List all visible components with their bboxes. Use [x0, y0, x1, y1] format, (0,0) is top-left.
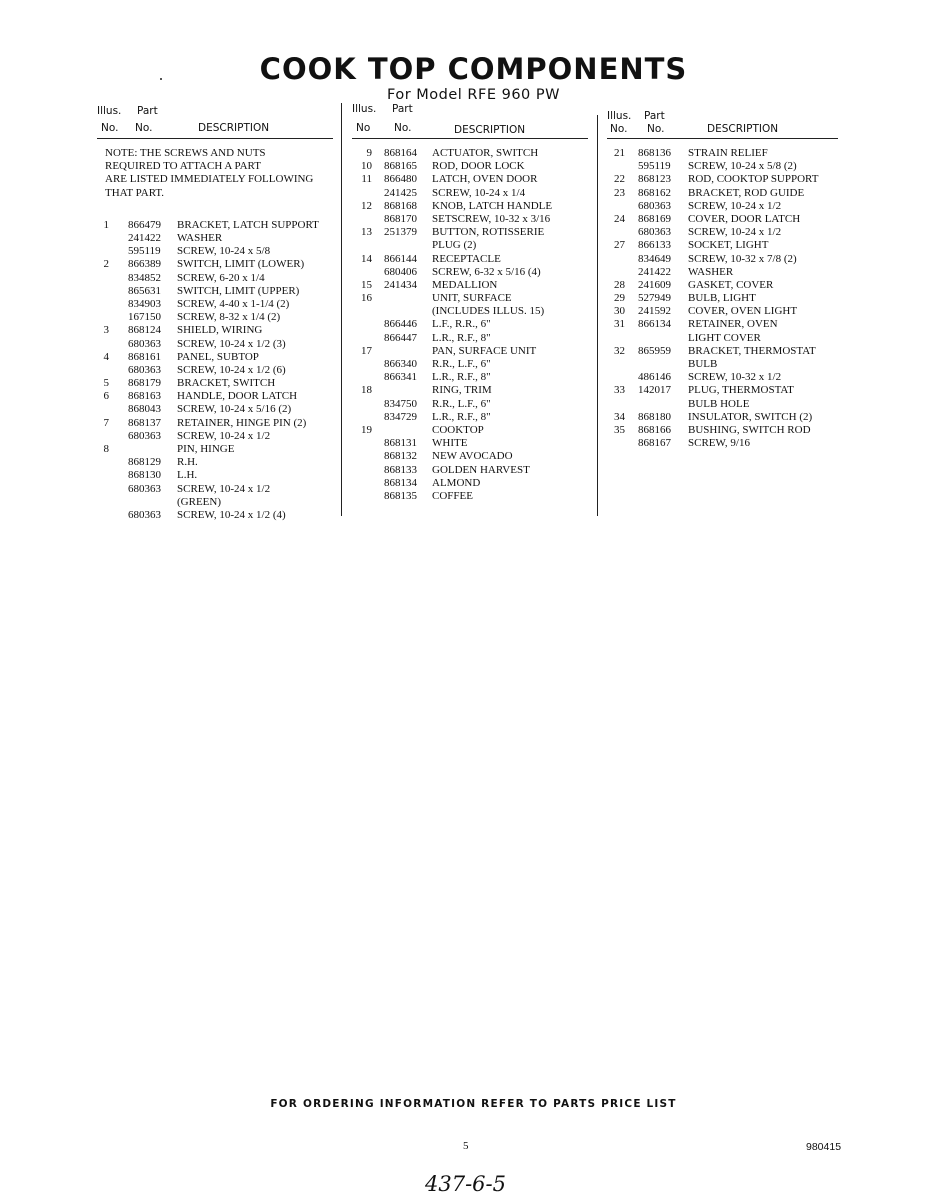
part-row — [97, 298, 333, 311]
part-row — [97, 403, 333, 416]
part-description: NEW AVOCADO — [432, 450, 513, 463]
part-number: 680363 — [128, 482, 161, 495]
handwritten-note: 437-6-5 — [425, 1172, 506, 1196]
part-number: 868169 — [638, 212, 671, 225]
part-description: (INCLUDES ILLUS. 15) — [432, 305, 545, 318]
part-row — [352, 226, 588, 239]
illus-number: 9 — [366, 147, 372, 159]
page-number: 5 — [463, 1140, 469, 1152]
illus-number: 16 — [361, 292, 372, 305]
part-description: RETAINER, HINGE PIN (2) — [177, 416, 307, 429]
part-description: SHIELD, WIRING — [177, 324, 263, 337]
header-illus: Illus. — [607, 110, 632, 122]
part-row — [607, 147, 838, 160]
part-row — [97, 509, 333, 522]
part-description: SCREW, 10-24 x 5/16 (2) — [177, 403, 292, 416]
part-number: 834852 — [128, 271, 161, 284]
part-number: 142017 — [638, 384, 671, 397]
part-row — [97, 443, 333, 456]
part-description: PAN, SURFACE UNIT — [432, 344, 537, 357]
illus-number: 12 — [361, 199, 372, 212]
part-row — [607, 384, 838, 397]
part-row — [352, 345, 588, 358]
part-row — [97, 364, 333, 377]
part-description: ACTUATOR, SWITCH — [432, 147, 539, 159]
ordering-footer: FOR ORDERING INFORMATION REFER TO PARTS PRICE LIST — [270, 1098, 677, 1110]
part-row — [352, 384, 588, 397]
part-row — [352, 239, 588, 252]
part-description: ALMOND — [432, 476, 481, 489]
illus-number: 29 — [614, 292, 625, 305]
part-row — [607, 345, 838, 358]
part-row — [97, 456, 333, 469]
part-description: SWITCH, LIMIT (UPPER) — [177, 284, 300, 297]
part-number: 868135 — [384, 489, 417, 502]
part-description: SWITCH, LIMIT (LOWER) — [177, 258, 305, 271]
part-row — [97, 245, 333, 258]
part-description: COOKTOP — [432, 423, 484, 436]
part-number: 866480 — [384, 173, 417, 186]
part-description: BRACKET, ROD GUIDE — [688, 186, 805, 199]
part-description: R.R., L.F., 6" — [432, 397, 491, 410]
illus-number: 27 — [614, 239, 625, 252]
illus-number: 6 — [103, 390, 109, 403]
column-divider — [341, 103, 342, 516]
part-row — [607, 187, 838, 200]
part-number: 866340 — [384, 358, 417, 370]
header-description: DESCRIPTION — [198, 122, 270, 134]
part-row — [97, 232, 333, 245]
part-description: L.R., R.F., 8" — [432, 371, 491, 384]
part-number: 868179 — [128, 377, 161, 390]
column-header — [97, 102, 333, 139]
part-row — [607, 279, 838, 292]
part-description: SCREW, 10-24 x 1/4 — [432, 186, 526, 199]
part-description: SOCKET, LIGHT — [688, 239, 769, 252]
part-number: 868180 — [638, 410, 671, 423]
part-description: R.R., L.F., 6" — [432, 358, 491, 370]
part-number: 865959 — [638, 344, 671, 357]
part-number: 680363 — [638, 226, 671, 239]
illus-number: 35 — [614, 423, 625, 436]
part-description: BUSHING, SWITCH ROD — [688, 423, 811, 436]
part-description: WASHER — [688, 265, 734, 278]
part-row — [352, 266, 588, 279]
part-row — [352, 305, 588, 318]
illus-number: 30 — [614, 305, 625, 318]
part-description: COFFEE — [432, 489, 473, 502]
part-description: GOLDEN HARVEST — [432, 463, 530, 476]
header-part: Part — [644, 110, 665, 122]
illus-number: 31 — [614, 318, 625, 331]
part-row — [607, 437, 838, 450]
part-description: COVER, OVEN LIGHT — [688, 305, 798, 318]
part-description: BULB — [688, 358, 718, 370]
note-line: THAT PART. — [105, 186, 165, 199]
header-illus-no: No. — [610, 123, 628, 135]
part-row — [352, 437, 588, 450]
illus-number: 15 — [361, 278, 372, 291]
part-description: RING, TRIM — [432, 384, 492, 397]
part-number: 834649 — [638, 252, 671, 265]
illus-number: 8 — [103, 443, 109, 455]
illus-number: 19 — [361, 423, 372, 436]
part-description: (GREEN) — [177, 495, 221, 508]
part-number: 868124 — [128, 324, 161, 337]
illus-number: 28 — [614, 278, 625, 291]
part-row — [607, 424, 838, 437]
part-description: R.H. — [177, 456, 198, 469]
part-description: SCREW, 10-24 x 1/2 (3) — [177, 337, 286, 350]
part-number: 241422 — [638, 265, 671, 278]
note-line: REQUIRED TO ATTACH A PART — [105, 160, 261, 173]
column-divider — [597, 115, 598, 516]
part-row — [607, 332, 838, 345]
part-number: 866389 — [128, 258, 161, 271]
part-description: SCREW, 6-20 x 1/4 — [177, 271, 265, 284]
part-number: 834729 — [384, 410, 417, 423]
part-row — [97, 338, 333, 351]
part-description: L.F., R.R., 6" — [432, 318, 491, 331]
part-description: L.R., R.F., 8" — [432, 410, 491, 423]
part-number: 595119 — [128, 245, 161, 258]
part-description: BRACKET, SWITCH — [177, 377, 276, 390]
part-number: 241434 — [384, 278, 417, 291]
part-description: SCREW, 10-24 x 1/2 — [177, 482, 271, 495]
part-description: MEDALLION — [432, 278, 498, 291]
part-row — [352, 173, 588, 186]
part-description: UNIT, SURFACE — [432, 292, 512, 305]
part-row — [352, 332, 588, 345]
illus-number: 17 — [361, 344, 372, 357]
part-row — [607, 318, 838, 331]
illus-number: 22 — [614, 173, 625, 186]
part-number: 680363 — [128, 337, 161, 350]
part-row — [607, 253, 838, 266]
part-row — [352, 187, 588, 200]
part-number: 527949 — [638, 292, 671, 305]
part-row — [352, 279, 588, 292]
illus-number: 21 — [614, 147, 625, 159]
illus-number: 23 — [614, 186, 625, 199]
part-row — [97, 430, 333, 443]
part-number: 251379 — [384, 226, 417, 239]
part-number: 241609 — [638, 278, 671, 291]
part-row — [97, 258, 333, 271]
illus-number: 3 — [103, 324, 109, 337]
illus-number: 1 — [103, 218, 109, 231]
part-description: SETSCREW, 10-32 x 3/16 — [432, 212, 551, 225]
illus-number: 32 — [614, 344, 625, 357]
part-row — [97, 390, 333, 403]
part-number: 868134 — [384, 476, 417, 489]
part-description: SCREW, 6-32 x 5/16 (4) — [432, 265, 541, 278]
header-illus-no: No. — [101, 122, 119, 134]
part-row — [97, 483, 333, 496]
part-number: 680363 — [128, 363, 161, 376]
part-number: 680363 — [638, 199, 671, 212]
part-number: 868167 — [638, 437, 671, 450]
part-description: SCREW, 10-24 x 1/2 — [688, 199, 782, 212]
part-number: 868132 — [384, 450, 417, 463]
part-description: SCREW, 8-32 x 1/4 (2) — [177, 311, 281, 324]
note-line: NOTE: THE SCREWS AND NUTS — [105, 147, 266, 159]
part-row — [352, 411, 588, 424]
part-description: LIGHT COVER — [688, 331, 761, 344]
part-row — [97, 377, 333, 390]
part-row — [607, 200, 838, 213]
part-number: 868131 — [384, 437, 417, 450]
part-number: 868163 — [128, 390, 161, 403]
part-row — [607, 239, 838, 252]
part-number: 680363 — [128, 429, 161, 442]
note — [97, 147, 333, 200]
part-number: 866144 — [384, 252, 417, 265]
part-number: 868170 — [384, 212, 417, 225]
part-row — [352, 318, 588, 331]
illus-number: 13 — [361, 226, 372, 239]
illus-number: 18 — [361, 384, 372, 397]
part-row — [352, 477, 588, 490]
header-part: Part — [137, 105, 158, 117]
part-description: LATCH, OVEN DOOR — [432, 173, 538, 186]
header-part-no: No. — [647, 123, 665, 135]
part-description: COVER, DOOR LATCH — [688, 212, 801, 225]
header-illus: Illus. — [352, 103, 377, 115]
part-row — [97, 311, 333, 324]
part-description: WASHER — [177, 232, 223, 244]
part-row — [97, 469, 333, 482]
part-row — [352, 160, 588, 173]
part-number: 868168 — [384, 199, 417, 212]
part-description: L.R., R.F., 8" — [432, 331, 491, 344]
part-description: INSULATOR, SWITCH (2) — [688, 410, 813, 423]
part-number: 868130 — [128, 469, 161, 482]
part-row — [97, 285, 333, 298]
illus-number: 24 — [614, 212, 625, 225]
part-row — [352, 490, 588, 503]
part-row — [607, 226, 838, 239]
illus-number: 33 — [614, 384, 625, 397]
parts-column-2 — [352, 102, 588, 503]
header-illus-no: No — [356, 122, 371, 134]
part-number: 486146 — [638, 371, 671, 384]
part-row — [352, 200, 588, 213]
part-row — [352, 292, 588, 305]
part-number: 866133 — [638, 239, 671, 252]
part-row — [352, 147, 588, 160]
part-description: PLUG (2) — [432, 239, 477, 252]
part-description: RECEPTACLE — [432, 252, 501, 265]
part-number: 866134 — [638, 318, 671, 331]
part-number: 868137 — [128, 416, 161, 429]
part-description: BULB HOLE — [688, 397, 750, 410]
part-description: PIN, HINGE — [177, 443, 235, 455]
part-row — [607, 411, 838, 424]
note-line: ARE LISTED IMMEDIATELY FOLLOWING — [105, 173, 314, 186]
page-title: COOK TOP COMPONENTS — [259, 52, 688, 86]
part-row — [352, 253, 588, 266]
illus-number: 11 — [361, 173, 372, 186]
part-description: BULB, LIGHT — [688, 292, 756, 305]
part-row — [607, 371, 838, 384]
part-number: 868164 — [384, 147, 417, 159]
part-number: 868161 — [128, 350, 161, 363]
part-description: STRAIN RELIEF — [688, 147, 768, 159]
part-row — [607, 292, 838, 305]
part-row — [607, 398, 838, 411]
part-number: 241592 — [638, 305, 671, 318]
column-header — [352, 102, 588, 139]
parts-column-3 — [607, 106, 838, 450]
part-description: SCREW, 10-24 x 1/2 (6) — [177, 363, 286, 376]
part-description: RETAINER, OVEN — [688, 318, 778, 331]
illus-number: 2 — [103, 258, 109, 271]
part-row — [607, 266, 838, 279]
part-number: 868123 — [638, 173, 671, 186]
part-number: 834750 — [384, 397, 417, 410]
part-number: 834903 — [128, 297, 161, 310]
part-row — [97, 324, 333, 337]
part-description: PANEL, SUBTOP — [177, 350, 259, 363]
part-row — [607, 213, 838, 226]
document-code: 980415 — [806, 1141, 842, 1153]
part-description: GASKET, COVER — [688, 278, 774, 291]
page-subtitle: For Model RFE 960 PW — [387, 87, 560, 103]
part-row — [352, 213, 588, 226]
header-illus: Illus. — [97, 105, 122, 117]
part-description: BUTTON, ROTISSERIE — [432, 226, 545, 239]
part-row — [97, 219, 333, 232]
illus-number: 14 — [361, 252, 372, 265]
part-number: 868165 — [384, 160, 417, 173]
header-part-no: No. — [135, 122, 153, 134]
part-number: 868166 — [638, 423, 671, 436]
part-number: 868129 — [128, 456, 161, 469]
part-number: 866341 — [384, 371, 417, 384]
illus-number: 10 — [361, 160, 372, 173]
part-row — [352, 464, 588, 477]
column-header — [607, 106, 838, 139]
part-row — [352, 450, 588, 463]
part-number: 241425 — [384, 186, 417, 199]
part-number: 595119 — [638, 160, 671, 173]
header-description: DESCRIPTION — [707, 123, 779, 135]
header-part-no: No. — [394, 122, 412, 134]
part-number: 866479 — [128, 218, 161, 231]
illus-number: 4 — [103, 350, 109, 363]
part-number: 868133 — [384, 463, 417, 476]
part-row — [97, 351, 333, 364]
part-description: SCREW, 10-24 x 1/2 — [177, 429, 271, 442]
part-row — [97, 272, 333, 285]
part-description: HANDLE, DOOR LATCH — [177, 390, 298, 403]
part-description: SCREW, 10-32 x 1/2 — [688, 371, 782, 384]
part-number: 865631 — [128, 284, 161, 297]
part-number: 868162 — [638, 186, 671, 199]
part-number: 680363 — [128, 508, 161, 521]
part-description: WHITE — [432, 437, 468, 450]
part-number: 868043 — [128, 403, 161, 416]
part-description: SCREW, 10-32 x 7/8 (2) — [688, 252, 797, 265]
part-description: ROD, DOOR LOCK — [432, 160, 525, 173]
part-number: 866446 — [384, 318, 417, 331]
part-number: 866447 — [384, 331, 417, 344]
part-number: 680406 — [384, 265, 417, 278]
part-description: SCREW, 4-40 x 1-1/4 (2) — [177, 297, 290, 310]
part-row — [352, 398, 588, 411]
part-row — [607, 305, 838, 318]
header-part: Part — [392, 103, 413, 115]
parts-column-1 — [97, 102, 333, 522]
part-description: SCREW, 10-24 x 1/2 (4) — [177, 508, 286, 521]
part-row — [352, 371, 588, 384]
part-row — [352, 424, 588, 437]
part-row — [607, 160, 838, 173]
part-description: KNOB, LATCH HANDLE — [432, 199, 553, 212]
part-description: L.H. — [177, 469, 198, 482]
part-description: BRACKET, LATCH SUPPORT — [177, 218, 319, 231]
part-row — [607, 173, 838, 186]
part-row — [352, 358, 588, 371]
illus-number: 7 — [103, 416, 109, 429]
part-row — [607, 358, 838, 371]
part-description: SCREW, 10-24 x 1/2 — [688, 226, 782, 239]
part-description: SCREW, 10-24 x 5/8 (2) — [688, 160, 797, 173]
part-description: SCREW, 9/16 — [688, 437, 750, 450]
illus-number: 34 — [614, 410, 625, 423]
part-description: ROD, COOKTOP SUPPORT — [688, 173, 819, 186]
part-number: 241422 — [128, 232, 161, 244]
part-row — [97, 417, 333, 430]
header-description: DESCRIPTION — [454, 124, 526, 136]
illus-number: 5 — [103, 377, 109, 390]
part-number: 868136 — [638, 147, 671, 159]
part-description: BRACKET, THERMOSTAT — [688, 344, 816, 357]
part-description: PLUG, THERMOSTAT — [688, 384, 794, 397]
part-description: SCREW, 10-24 x 5/8 — [177, 245, 271, 258]
part-number: 167150 — [128, 311, 161, 324]
part-row — [97, 496, 333, 509]
